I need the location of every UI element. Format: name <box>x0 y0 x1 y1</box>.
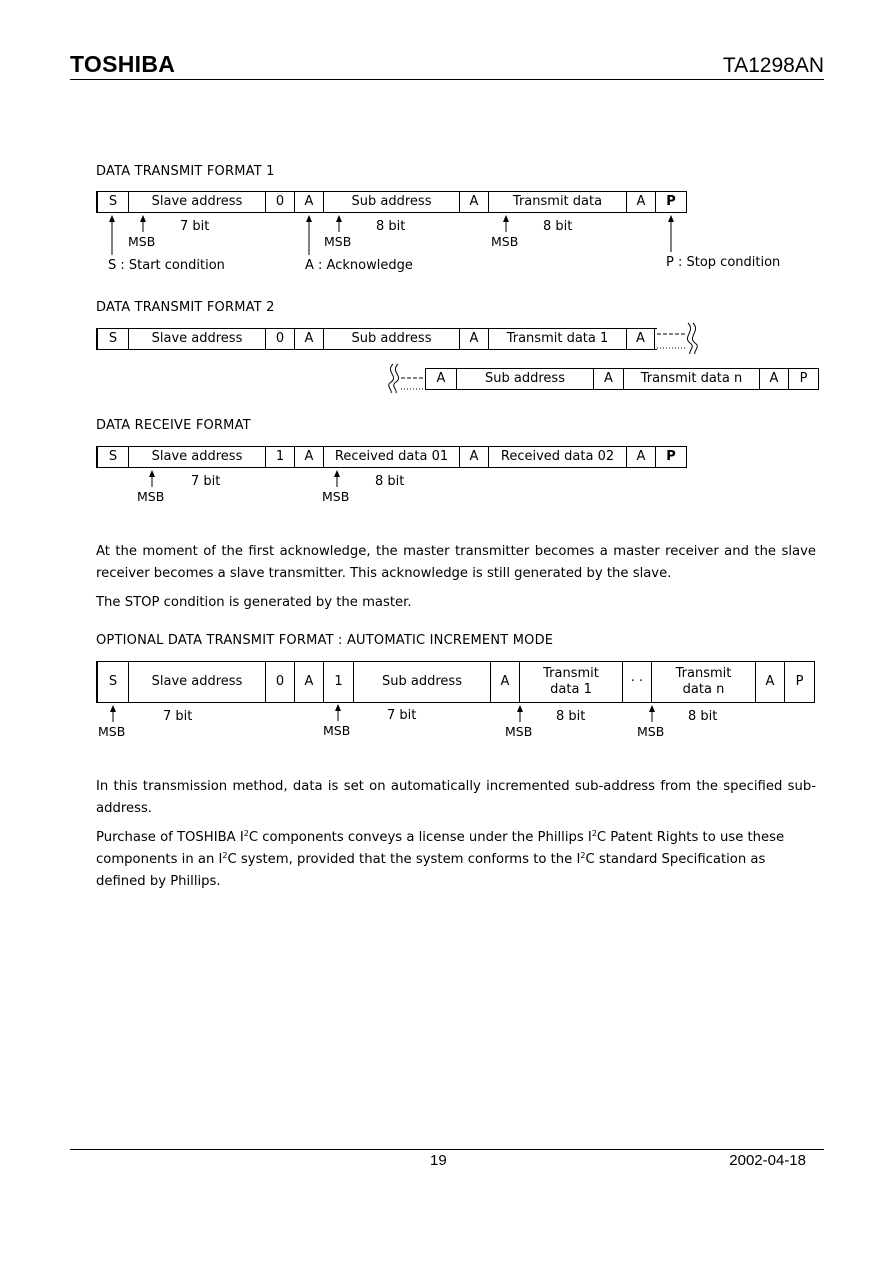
optional-msb-label: MSB <box>505 724 533 739</box>
receive-stop-cell: P <box>655 447 686 467</box>
format1-sub-address-cell: Sub address <box>323 192 459 212</box>
format1-ack-cell: A <box>459 192 488 212</box>
paragraph-license: Purchase of TOSHIBA $I^2C$ components conveys a license under the Phillips $I^2C$ Patent Rights to use these components in an $I^2C$ system, provided that the system conforms to the $I^2C$ standard Specification as defined by Phillips. <box>96 829 785 889</box>
format1-start-cell: S <box>108 193 118 209</box>
break-mark-icon <box>389 364 394 393</box>
part-number: TA1298AN <box>722 54 824 77</box>
paragraph-auto-increment: In this transmission method, data is set on automatically incremented sub-address from the specified sub-address. <box>96 779 816 816</box>
page-number: 19 <box>430 1152 447 1169</box>
format2-sub-address-cell: Sub address <box>323 329 459 349</box>
receive-heading: DATA RECEIVE FORMAT <box>96 418 251 433</box>
format1-ack-cell: A <box>294 192 323 212</box>
break-mark-icon <box>687 323 692 354</box>
format1-slave-address-cell: Slave address <box>128 192 265 212</box>
optional-rw-cell: 0 <box>265 662 294 702</box>
optional-transmit-data-n-cell: Transmit data n <box>651 662 755 702</box>
paragraph-acknowledge: At the moment of the first acknowledge, the master transmitter becomes a master receiver and the slave receiver becomes a slave transmitter. This acknowledge is still generated by the slave. <box>96 544 816 581</box>
optional-slave-address-cell: Slave address <box>128 662 265 702</box>
format1-msb-label: MSB <box>128 234 156 249</box>
format2-rw-cell: 0 <box>265 329 294 349</box>
break-mark-icon <box>692 323 697 354</box>
break-mark-icon <box>394 364 399 393</box>
receive-data-02-cell: Received data 02 <box>488 447 626 467</box>
optional-heading: OPTIONAL DATA TRANSMIT FORMAT : AUTOMATIC INCREMENT MODE <box>96 633 554 648</box>
format2-transmit-data-1-cell: Transmit data 1 <box>488 329 626 349</box>
format1-msb-label: MSB <box>324 234 352 249</box>
receive-rw-cell: 1 <box>265 447 294 467</box>
legend-start-condition: S : Start condition <box>108 258 225 273</box>
optional-start-cell: S <box>108 673 118 689</box>
receive-data-01-cell: Received data 01 <box>323 447 459 467</box>
receive-slave-address-cell: Slave address <box>128 447 265 467</box>
optional-ellipsis-cell: · · <box>622 662 651 702</box>
format2-sub-address-cell: Sub address <box>456 369 593 389</box>
format2-ack-cell: A <box>436 370 446 386</box>
optional-ack-cell: A <box>490 662 519 702</box>
optional-ack-cell: A <box>294 662 323 702</box>
optional-bit-label: 7 bit <box>387 708 417 723</box>
format1-msb-label: MSB <box>491 234 519 249</box>
optional-ack-cell: A <box>755 662 784 702</box>
receive-bit-label: 8 bit <box>375 474 405 489</box>
paragraph-stop: The STOP condition is generated by the master. <box>96 595 412 610</box>
receive-msb-label: MSB <box>137 489 165 504</box>
format1-bit-label: 8 bit <box>543 219 573 234</box>
format2-ack-cell: A <box>759 369 788 389</box>
optional-transmit-data-1-cell: Transmit data 1 <box>519 662 622 702</box>
format2-ack-cell: A <box>593 369 623 389</box>
format1-bit-label: 8 bit <box>376 219 406 234</box>
format1-ack-cell: A <box>626 192 655 212</box>
format1-transmit-data-cell: Transmit data <box>488 192 626 212</box>
optional-msb-label: MSB <box>637 724 665 739</box>
receive-msb-label: MSB <box>322 489 350 504</box>
optional-sub-address-cell: Sub address <box>353 662 490 702</box>
format1-heading: DATA TRANSMIT FORMAT 1 <box>96 164 275 179</box>
legend-acknowledge: A : Acknowledge <box>305 258 413 273</box>
optional-bit-label: 8 bit <box>688 709 718 724</box>
optional-msb-label: MSB <box>98 724 126 739</box>
optional-bit-label: 7 bit <box>163 709 193 724</box>
footer-rule <box>70 1149 824 1150</box>
receive-ack-cell: A <box>294 447 323 467</box>
format1-bit-label: 7 bit <box>180 219 210 234</box>
format2-ack-cell: A <box>294 329 323 349</box>
format2-ack-cell: A <box>626 329 655 349</box>
format2-heading: DATA TRANSMIT FORMAT 2 <box>96 300 275 315</box>
format1-rw-cell: 0 <box>265 192 294 212</box>
receive-start-cell: S <box>108 448 118 464</box>
optional-bit-label: 8 bit <box>556 709 586 724</box>
receive-bit-label: 7 bit <box>191 474 221 489</box>
document-date: 2002-04-18 <box>729 1152 806 1169</box>
format2-start-cell: S <box>108 330 118 346</box>
format2-transmit-data-n-cell: Transmit data n <box>623 369 759 389</box>
optional-msb-label: MSB <box>323 723 351 738</box>
format2-slave-address-cell: Slave address <box>128 329 265 349</box>
toshiba-logo: TOSHIBA <box>70 51 176 77</box>
format2-stop-cell: P <box>788 369 818 389</box>
receive-ack-cell: A <box>626 447 655 467</box>
legend-stop-condition: P : Stop condition <box>666 255 781 270</box>
optional-stop-cell: P <box>784 662 814 702</box>
format2-ack-cell: A <box>459 329 488 349</box>
format1-stop-cell: P <box>655 192 686 212</box>
receive-ack-cell: A <box>459 447 488 467</box>
optional-increment-bit-cell: 1 <box>323 662 353 702</box>
